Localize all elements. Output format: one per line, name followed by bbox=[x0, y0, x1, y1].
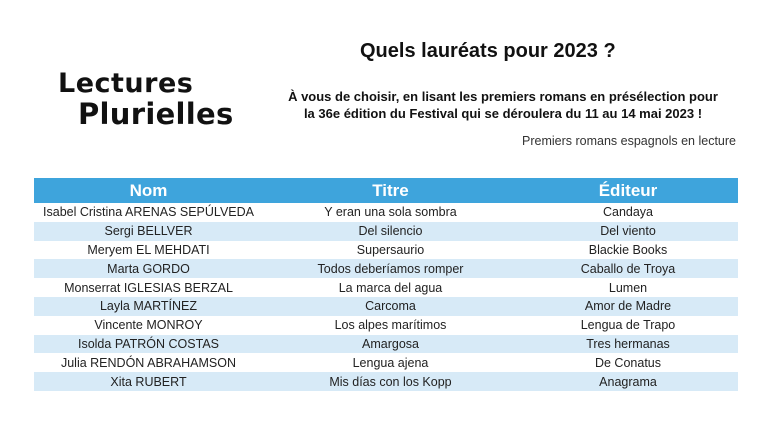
author-cell: Vincente MONROY bbox=[94, 318, 203, 333]
title-cell: Lengua ajena bbox=[352, 355, 429, 370]
column-header-titre: Titre bbox=[263, 178, 518, 203]
author-cell: Marta GORDO bbox=[34, 259, 263, 278]
author-cell: Isabel Cristina ARENAS SEPÚLVEDA bbox=[43, 205, 254, 220]
table-row bbox=[34, 353, 738, 372]
author-cell: Meryem EL MEHDATI bbox=[87, 242, 210, 257]
author-cell: Sergi BELLVER bbox=[34, 222, 263, 241]
publisher-cell: Tres hermanas bbox=[518, 335, 738, 354]
intro-text bbox=[268, 88, 738, 122]
publisher-cell: Lengua de Trapo bbox=[580, 318, 676, 333]
table-row bbox=[34, 297, 738, 316]
lectures-plurielles-logo bbox=[58, 70, 234, 129]
table-header-row bbox=[34, 178, 738, 203]
publisher-cell: Lumen bbox=[608, 280, 648, 295]
title-cell: Los alpes marítimos bbox=[334, 318, 447, 333]
logo-text-line1: Lectures bbox=[58, 68, 194, 99]
table-row bbox=[34, 222, 738, 241]
title-cell: Carcoma bbox=[263, 297, 518, 316]
table-row bbox=[34, 278, 738, 297]
table-row bbox=[34, 259, 738, 278]
column-header-nom: Nom bbox=[34, 178, 263, 203]
publisher-cell: Del viento bbox=[518, 222, 738, 241]
publisher-cell: Candaya bbox=[602, 205, 654, 220]
title-cell: Todos deberíamos romper bbox=[263, 259, 518, 278]
section-subtitle: Premiers romans espagnols en lecture bbox=[522, 134, 736, 148]
author-cell: Julia RENDÓN ABRAHAMSON bbox=[60, 355, 237, 370]
title-cell: Del silencio bbox=[263, 222, 518, 241]
table-row bbox=[34, 203, 738, 222]
title-cell: Mis días con los Kopp bbox=[263, 372, 518, 391]
publisher-cell: Blackie Books bbox=[588, 242, 668, 257]
author-cell: Monserrat IGLESIAS BERZAL bbox=[64, 280, 233, 295]
logo-text-line2: Plurielles bbox=[78, 97, 234, 131]
column-header-editeur: Éditeur bbox=[518, 178, 738, 203]
title-cell: La marca del agua bbox=[338, 280, 443, 295]
table-row bbox=[34, 316, 738, 335]
intro-line-1: À vous de choisir, en lisant les premiers romans en présélection pour bbox=[288, 89, 718, 104]
publisher-cell: Caballo de Troya bbox=[518, 259, 738, 278]
page-title: Quels lauréats pour 2023 ? bbox=[360, 40, 616, 62]
novels-table bbox=[34, 178, 738, 391]
title-cell: Y eran una sola sombra bbox=[324, 205, 457, 220]
publisher-cell: Amor de Madre bbox=[518, 297, 738, 316]
author-cell: Layla MARTÍNEZ bbox=[34, 297, 263, 316]
author-cell: Xita RUBERT bbox=[34, 372, 263, 391]
author-cell: Isolda PATRÓN COSTAS bbox=[34, 335, 263, 354]
publisher-cell: Anagrama bbox=[518, 372, 738, 391]
title-cell: Amargosa bbox=[263, 335, 518, 354]
table-row bbox=[34, 372, 738, 391]
title-cell: Supersaurio bbox=[356, 242, 425, 257]
table-row bbox=[34, 335, 738, 354]
intro-line-2: la 36e édition du Festival qui se déroulera du 11 au 14 mai 2023 ! bbox=[303, 106, 703, 121]
table-row bbox=[34, 241, 738, 260]
publisher-cell: De Conatus bbox=[594, 355, 661, 370]
